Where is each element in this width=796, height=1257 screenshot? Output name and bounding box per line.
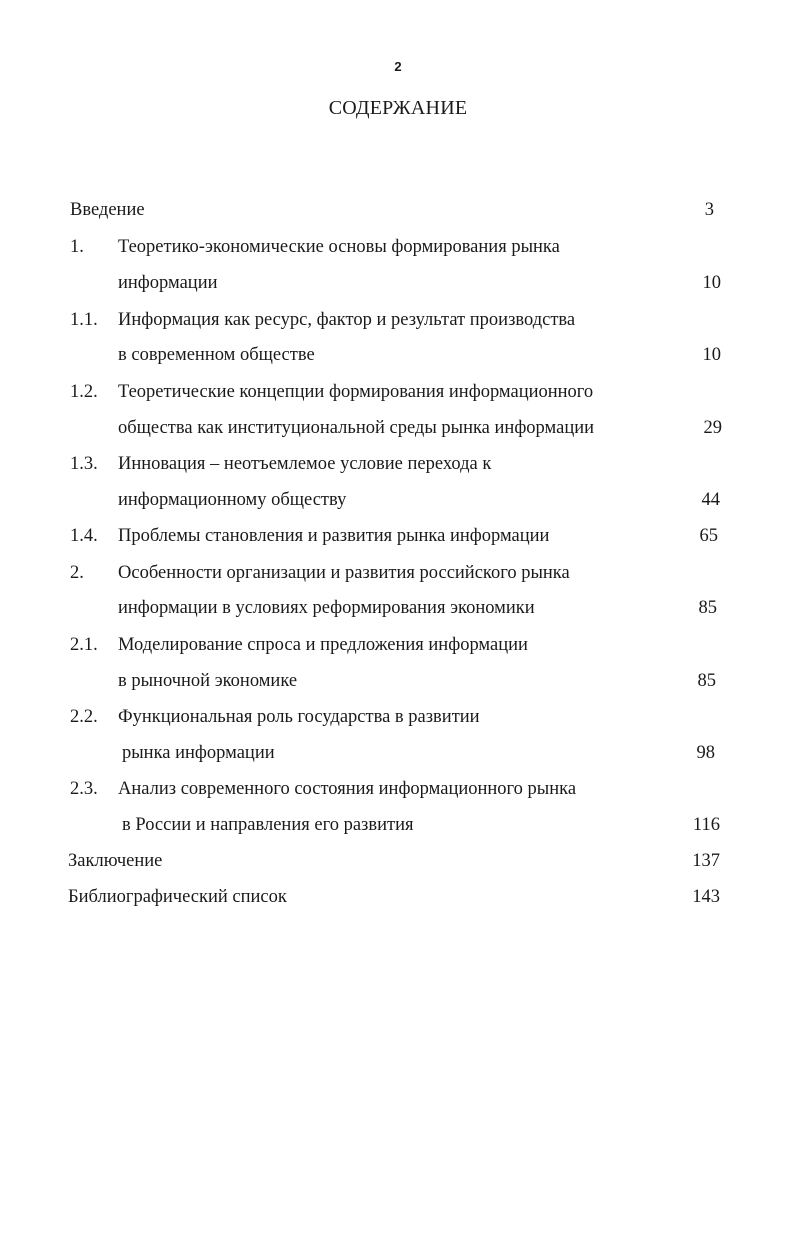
toc-entry-page: 44 (701, 490, 720, 510)
toc-entry-title-line2: информации в условиях реформирования экономики (118, 598, 535, 618)
toc-entry-title-line2: в России и направления его развития (122, 815, 414, 835)
toc-entry-number: 2. (70, 563, 84, 583)
toc-entry-title-line1: Инновация – неотъемлемое условие перехода к (118, 454, 492, 474)
toc-entry-page: 3 (704, 200, 714, 220)
toc-entry-number: 2.2. (70, 707, 98, 727)
toc-entry-number: 1. (70, 237, 84, 257)
toc-entry-number: 2.1. (70, 635, 98, 655)
toc-entry-title: Заключение (68, 851, 163, 871)
toc-entry-number: 1.3. (70, 454, 98, 474)
toc-entry-title-line2: в современном обществе (118, 345, 315, 365)
toc-entry-title-line1: Информация как ресурс, фактор и результат производства (118, 310, 576, 330)
toc-entry-number: 1.2. (70, 382, 98, 402)
toc-entry-number: 1.1. (70, 310, 98, 330)
toc-entry-page: 10 (702, 345, 721, 365)
toc-entry-title-line1: Моделирование спроса и предложения информации (118, 635, 528, 655)
toc-entry-number: 1.4. (70, 526, 98, 546)
toc-entry-title: Библиографический список (68, 887, 287, 907)
toc-entry-page: 10 (702, 273, 721, 293)
toc-entry-page: 85 (697, 671, 716, 691)
toc-entry-page: 29 (703, 418, 722, 438)
toc-entry-page: 98 (696, 743, 715, 763)
toc-entry-page: 85 (698, 598, 717, 618)
toc-entry-page: 116 (692, 815, 720, 835)
toc-entry-title-line2: рынка информации (122, 743, 275, 763)
page-number: 2 (394, 59, 402, 74)
toc-entry-title-line1: Особенности организации и развития российского рынка (118, 563, 570, 583)
toc-entry-title: Введение (70, 200, 145, 220)
toc-entry-title-line1: Теоретические концепции формирования информационного (118, 382, 594, 402)
page-title: СОДЕРЖАНИЕ (328, 97, 468, 119)
toc-entry-title-line1: Анализ современного состояния информационного рынка (118, 779, 577, 799)
toc-entry-title-line2: информационному обществу (118, 490, 347, 510)
toc-entry-page: 65 (699, 526, 718, 546)
toc-entry-title-line2: общества как институциональной среды рынка информации (118, 418, 595, 438)
toc-entry-number: 2.3. (70, 779, 98, 799)
toc-entry-title-line1: Теоретико-экономические основы формирования рынка (118, 237, 560, 257)
toc-entry-page: 137 (692, 851, 720, 871)
toc-entry-title-line2: информации (118, 273, 218, 293)
toc-entry-page: 143 (692, 887, 720, 907)
toc-entry-title-line1: Функциональная роль государства в развитии (118, 707, 480, 727)
toc-entry-title-line2: в рыночной экономике (118, 671, 298, 691)
toc-entry-title-line1: Проблемы становления и развития рынка информации (118, 526, 550, 546)
